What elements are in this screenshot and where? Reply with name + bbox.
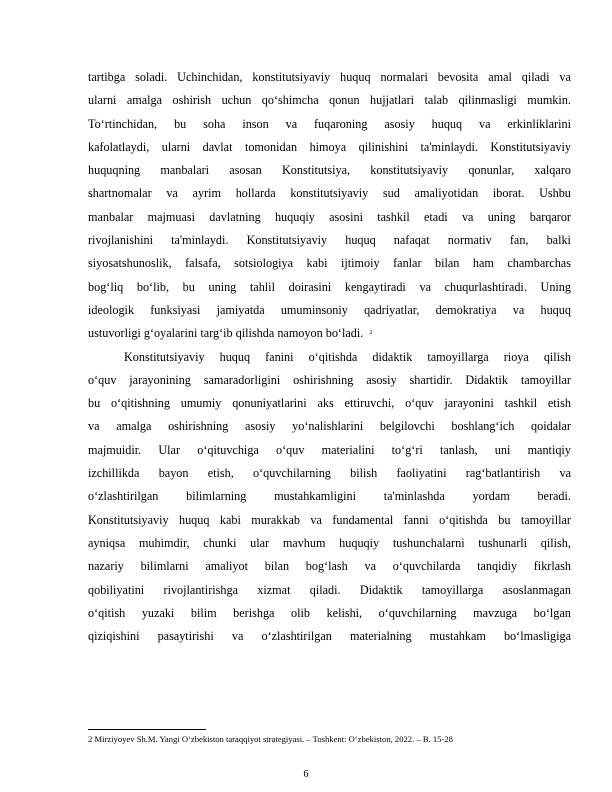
text-line: siyosatshunoslik, falsafa, sotsiologiya kabi ijtimoiy fanlar bilan ham chambarchas [88, 256, 571, 271]
text-line-content: ustuvorligi g‘oyalarini targ‘ib qilishda namoyon bo‘ladi. [88, 326, 364, 341]
text-line: rivojlanishini ta'minlaydi. Konstitutsiyaviy huquq nafaqat normativ fan, balki [88, 233, 571, 248]
text-line: ideologik funksiyasi jamiyatda umuminsoniy qadriyatlar, demokratiya va huquq [88, 302, 571, 317]
text-line: izchillikda bayon etish, o‘quvchilarning bilish faoliyatini rag‘batlantirish va [88, 466, 571, 481]
text-line-indented: Konstitutsiyaviy huquq fanini o‘qitishda didaktik tamoyillarga rioya qilish [124, 349, 571, 364]
document-body [88, 66, 571, 648]
paragraph-2 [88, 346, 571, 649]
footnote: 2 Mirziyoyev Sh.M. Yangi O‘zbekiston taraqqiyot strategiyasi. – Toshkent: O‘zbekiston, 2022. – B. 15-28 [88, 734, 453, 744]
footnote-reference[interactable]: 2 [369, 330, 373, 337]
text-line: qiziqishini pasaytirishi va o‘zlashtirilgan materialning mustahkam bo‘lmasligiga [88, 629, 571, 644]
text-line-last [88, 322, 571, 345]
text-line: qobiliyatini rivojlantirishga xizmat qiladi. Didaktik tamoyillarga asoslanmagan [88, 582, 571, 597]
text-line: manbalar majmuasi davlatning huquqiy asosini tashkil etadi va uning barqaror [88, 209, 571, 224]
text-line: ularni amalga oshirish uchun qo‘shimcha qonun hujjatlari talab qilinmasligi mumkin. [88, 93, 571, 108]
text-line: o‘quv jarayonining samaradorligini oshirishning asosiy shartidir. Didaktik tamoyillar [88, 372, 571, 387]
text-line: To‘rtinchidan, bu soha inson va fuqaroning asosiy huquq va erkinliklarini [88, 116, 571, 131]
text-line: tartibga soladi. Uchinchidan, konstitutsiyaviy huquq normalari bevosita amal qiladi va [88, 70, 571, 84]
text-line: o‘zlashtirilgan bilimlarning mustahkamligini ta'minlashda yordam beradi. [88, 489, 571, 504]
text-line: va amalga oshirishning asosiy yo‘nalishlarini belgilovchi boshlang‘ich qoidalar [88, 419, 571, 434]
text-line: majmuidir. Ular o‘qituvchiga o‘quv materialini to‘g‘ri tanlash, uni mantiqiy [88, 442, 571, 457]
page-number: 6 [303, 769, 309, 780]
text-line: o‘qitish yuzaki bilim berishga olib kelishi, o‘quvchilarning mavzuga bo‘lgan [88, 605, 571, 620]
text-line: shartnomalar va ayrim hollarda konstitutsiyaviy sud amaliyotidan iborat. Ushbu [88, 186, 571, 201]
text-line: bog‘liq bo‘lib, bu uning tahlil doirasini kengaytiradi va chuqurlashtiradi. Uning [88, 279, 571, 294]
text-line: Konstitutsiyaviy huquq kabi murakkab va fundamental fanni o‘qitishda bu tamoyillar [88, 512, 571, 527]
text-line: nazariy bilimlarni amaliyot bilan bog‘lash va o‘quvchilarda tanqidiy fikrlash [88, 559, 571, 574]
footnote-separator [88, 729, 206, 730]
text-line: kafolatlaydi, ularni davlat tomonidan himoya qilinishini ta'minlaydi. Konstitutsiyaviy [88, 139, 571, 154]
paragraph-1 [88, 66, 571, 346]
text-line: huquqning manbalari asosan Konstitutsiya, konstitutsiyaviy qonunlar, xalqaro [88, 163, 571, 178]
text-line: bu o‘qitishning umumiy qonuniyatlarini aks ettiruvchi, o‘quv jarayonini tashkil etish [88, 396, 571, 411]
text-line: ayniqsa muhimdir, chunki ular mavhum huquqiy tushunchalarni tushunarli qilish, [88, 535, 571, 550]
